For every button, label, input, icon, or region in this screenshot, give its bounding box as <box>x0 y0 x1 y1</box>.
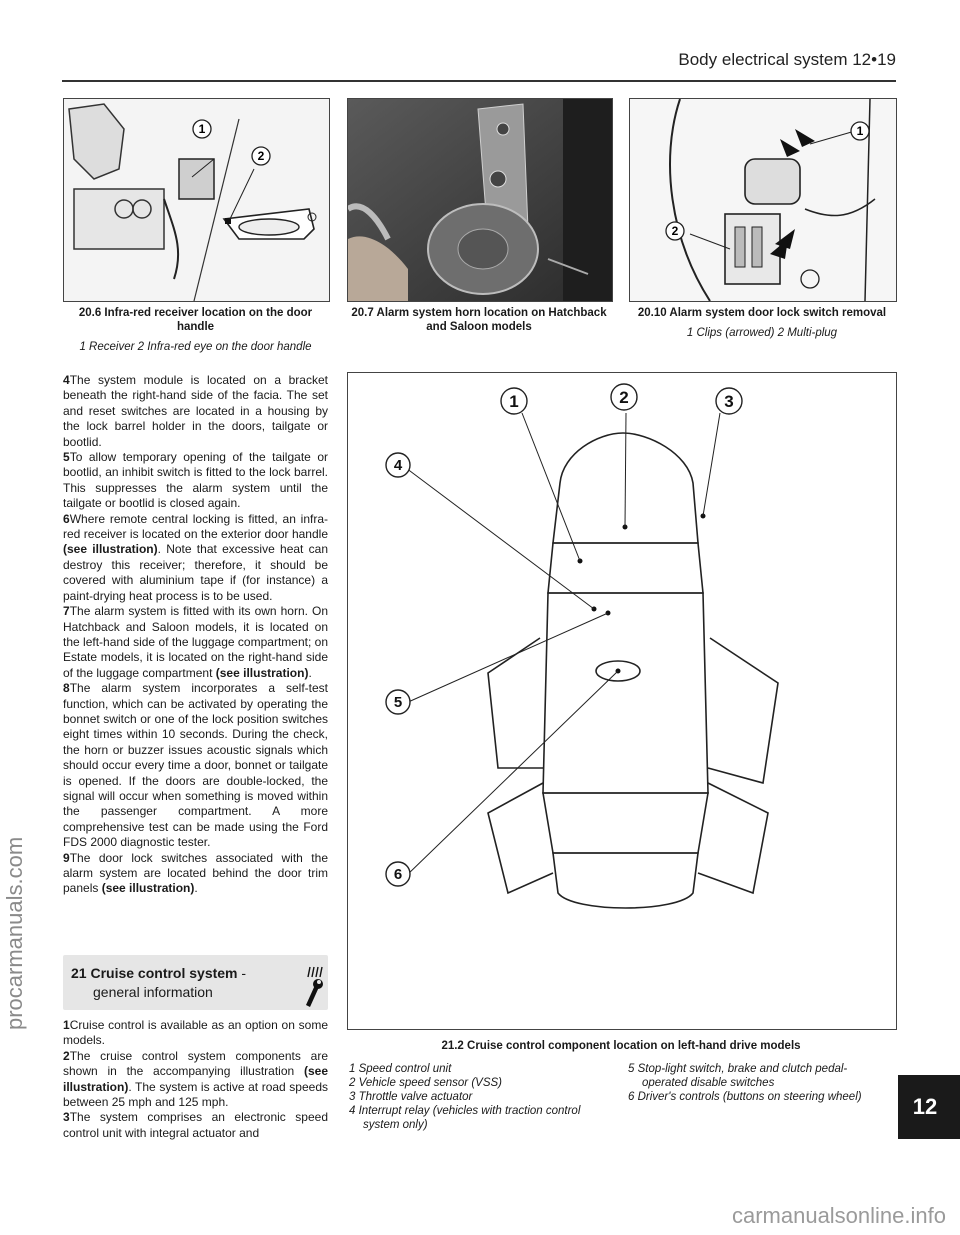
legend-item: 2 Vehicle speed sensor (VSS) <box>349 1077 502 1089</box>
car-roof <box>543 593 708 793</box>
paragraph <box>63 512 328 604</box>
paragraph-text: The alarm system incorporates a self-test function, which can be activated by operating the bonnet switch or one of the lock position switches eight times within 10 seconds. During the check, the horn or buzzer issues acoustic signals which should occur every time a door, bonnet or tailgate is opened. If the doors are double-locked, the signal will occur when something is moved within the passenger compartment. A more comprehensive test can be made using the Ford FDS 2000 diagnostic tester. <box>63 681 328 850</box>
paragraph-text: The alarm system is fitted with its own horn. On Hatchback and Saloon models, it is located on the left-hand side of the luggage compartment; on Estate models, it is located on the right-hand side of the luggage compartment <box>63 604 328 680</box>
figure-legend: 1 Receiver 2 Infra-red eye on the door handle <box>79 341 312 353</box>
legend-item: 5 Stop-light switch, brake and clutch pedal- <box>628 1063 848 1075</box>
paragraph-text: The system module is located on a bracket beneath the right-hand side of the facia. The set and reset switches are located in a housing by the lock barrel holder in the doors, tailgate or bootlid. <box>63 373 328 449</box>
figure-title: 20.7 Alarm system horn location on Hatchback and Saloon models <box>351 307 607 333</box>
paragraph-number: 9 <box>63 850 70 865</box>
diagram-callout-6: 6 <box>393 866 403 883</box>
chapter-number: 12 <box>912 1094 938 1119</box>
car-rear-right-door <box>698 783 768 893</box>
diagram-callout-3: 3 <box>724 392 734 411</box>
paragraph <box>63 604 328 681</box>
car-front-right-door <box>708 638 778 783</box>
paragraph <box>63 851 328 897</box>
car-front-left-door <box>488 638 543 768</box>
watermark-bottom: carmanualsonline.info <box>731 1203 946 1228</box>
figure-20-6-image <box>63 98 330 302</box>
car-boot <box>553 853 698 908</box>
paragraph-number: 7 <box>63 604 70 619</box>
car-windscreen <box>548 543 703 593</box>
legend-item: 6 Driver's controls (buttons on steering wheel) <box>628 1091 862 1103</box>
paragraph <box>63 1049 328 1111</box>
page-header-title: Body electrical system 12•19 <box>678 50 896 69</box>
chapter-tab <box>898 1075 960 1139</box>
watermark-left: procarmanuals.com <box>2 836 27 1030</box>
diagram-callout-1: 1 <box>509 392 519 411</box>
paragraph-text: . <box>308 665 312 680</box>
paragraph-text: Where remote central locking is fitted, an infra-red receiver is located on the exterior door handle <box>63 511 328 542</box>
paragraph-text: To allow temporary opening of the tailgate or bootlid, an inhibit switch is fitted to the lock barrel. This suppresses the alarm system until the tailgate or bootlid is closed again. <box>63 450 328 511</box>
body-text-column <box>63 373 328 897</box>
figure-20-6-caption <box>63 306 328 354</box>
figure-20-7-image <box>347 98 613 302</box>
illustration-reference: (see illustration) <box>63 542 158 557</box>
legend-item: system only) <box>363 1119 428 1131</box>
figure-title: 20.10 Alarm system door lock switch removal <box>637 307 887 319</box>
figure-20-7-caption <box>347 306 611 334</box>
paragraph-number: 2 <box>63 1048 70 1063</box>
figure-title: 20.6 Infra-red receiver location on the door handle <box>78 307 313 333</box>
paragraph-number: 3 <box>63 1110 70 1125</box>
paragraph-text: Cruise control is available as an option on some models. <box>63 1018 328 1048</box>
paragraph-number: 5 <box>63 450 70 465</box>
diagram-callout-5: 5 <box>393 694 403 711</box>
paragraph-text: . <box>194 881 198 896</box>
paragraph-number: 4 <box>63 373 70 387</box>
paragraph-text: The door lock switches associated with the alarm system are located behind the door trim panels <box>63 850 328 896</box>
paragraph <box>63 1110 328 1141</box>
paragraph-text: . The system is active at road speeds between 25 mph and 125 mph. <box>63 1079 328 1110</box>
callout-photo1-2: 2 <box>257 149 265 163</box>
illustration-reference: (see illustration) <box>101 881 195 896</box>
legend-item: 1 Speed control unit <box>349 1063 452 1075</box>
paragraph-text: The cruise control system components are shown in the accompanying illustration <box>63 1048 328 1079</box>
difficulty-wrench-icon <box>302 963 324 1007</box>
diagram-legend-left <box>349 1062 624 1132</box>
header-rule <box>62 80 896 82</box>
paragraph <box>63 373 328 450</box>
illustration-reference: (see illustration) <box>215 665 309 680</box>
paragraph <box>63 1018 328 1049</box>
paragraph-text: . Note that excessive heat can destroy this receiver; therefore, it should be covered with aluminium tape if (for instance) a paint-drying heat process is to be used. <box>63 542 328 603</box>
paragraph-number: 6 <box>63 511 70 526</box>
callout-photo3-2: 2 <box>671 224 679 238</box>
paragraph-text: The system comprises an electronic speed control unit with integral actuator and <box>63 1110 328 1140</box>
figure-20-10-caption <box>629 306 895 340</box>
diagram-callout-2: 2 <box>619 388 629 407</box>
legend-item: 3 Throttle valve actuator <box>349 1091 473 1103</box>
figure-20-10-image <box>629 98 897 302</box>
figure-legend: 1 Clips (arrowed) 2 Multi-plug <box>686 327 838 339</box>
paragraph <box>63 450 328 512</box>
paragraph-number: 1 <box>63 1018 70 1032</box>
callout-photo1-1: 1 <box>198 122 206 136</box>
section-title-dash: - <box>237 965 247 981</box>
legend-item: 4 Interrupt relay (vehicles with traction control <box>349 1105 581 1117</box>
diagram-callout-4: 4 <box>393 457 403 474</box>
section-subtitle: general information <box>93 984 213 1000</box>
paragraph-number: 8 <box>63 681 70 696</box>
section-title-text: 21 Cruise control system <box>71 965 238 981</box>
paragraph <box>63 681 328 850</box>
car-rear-left-door <box>488 783 553 893</box>
legend-item: operated disable switches <box>642 1077 775 1089</box>
section-heading <box>63 955 328 1010</box>
callout-photo3-1: 1 <box>856 124 864 138</box>
diagram-legend-right <box>628 1062 896 1104</box>
body-text-column-2 <box>63 1018 328 1141</box>
car-rear-window <box>543 793 708 853</box>
cruise-control-diagram <box>347 372 897 1030</box>
illustration-reference: (see illustration) <box>63 1064 328 1094</box>
diagram-caption: 21.2 Cruise control component location on left-hand drive models <box>441 1040 801 1052</box>
section-title <box>71 965 246 981</box>
